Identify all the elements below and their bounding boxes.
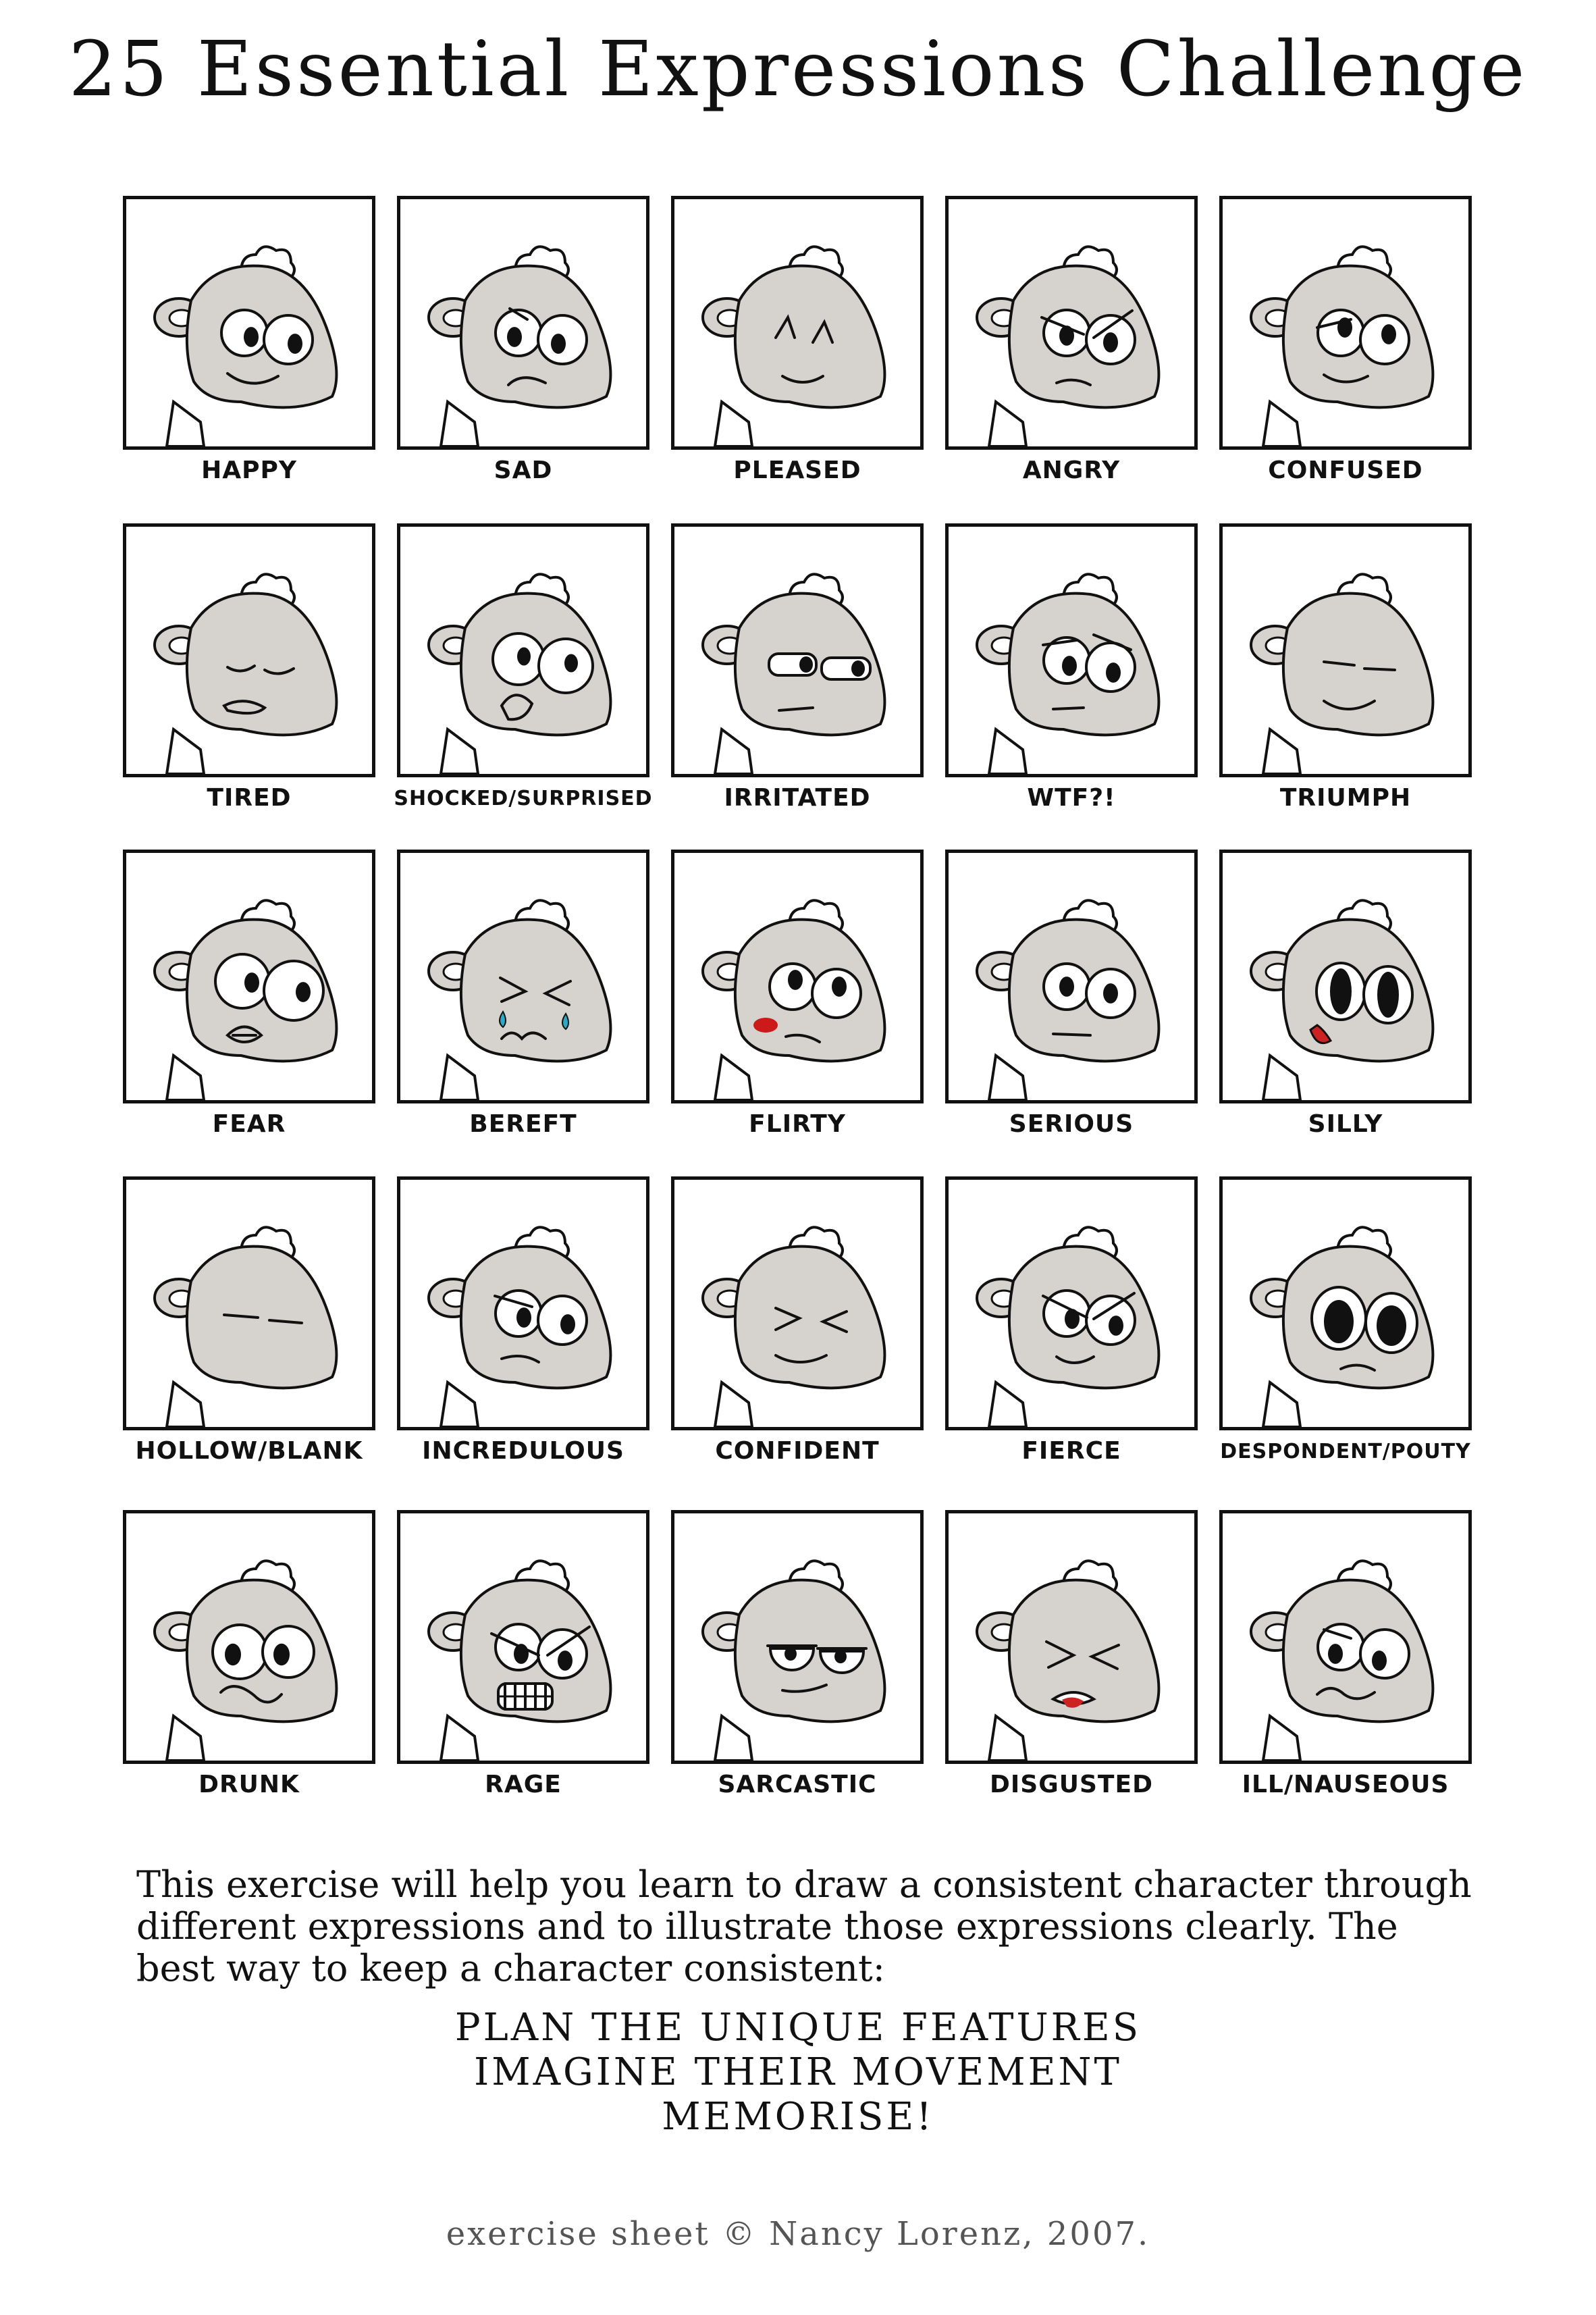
sheep-irritated-face-illustration: [674, 527, 920, 774]
sheep-fierce-face-illustration: [949, 1180, 1194, 1427]
page-title: 25 Essential Expressions Challenge: [68, 26, 1528, 113]
expression-label: FEAR: [212, 1110, 286, 1138]
sheep-ill-face-illustration: [1223, 1513, 1468, 1761]
expression-label: HAPPY: [201, 457, 297, 484]
copyright-notice: exercise sheet © Nancy Lorenz, 2007.: [446, 2215, 1150, 2253]
motto-line: PLAN THE UNIQUE FEATURES: [454, 2006, 1142, 2050]
expression-label: FLIRTY: [749, 1110, 846, 1138]
expression-label: DRUNK: [198, 1771, 300, 1798]
intro-paragraph: [136, 1864, 1500, 1989]
motto-line: MEMORISE!: [662, 2095, 934, 2139]
sheep-blank-face-illustration: [126, 1180, 372, 1427]
intro-line: This exercise will help you learn to draw a consistent character through: [136, 1863, 1472, 1906]
pleased-face-panel: [671, 196, 924, 450]
expression-label: IRRITATED: [724, 784, 871, 812]
sheep-serious-face-illustration: [949, 853, 1194, 1100]
sheep-drunk-face-illustration: [126, 1513, 372, 1761]
happy-face-panel: [123, 196, 375, 450]
expression-label: SARCASTIC: [718, 1771, 877, 1798]
bereft-face-panel: [397, 850, 649, 1103]
confident-face-panel: [671, 1176, 924, 1430]
sheep-confused-face-illustration: [1223, 199, 1468, 446]
sheep-angry-face-illustration: [949, 199, 1194, 446]
expression-label: TRIUMPH: [1279, 784, 1412, 812]
sheep-wtf-face-illustration: [949, 527, 1194, 774]
sheep-happy-face-illustration: [126, 199, 372, 446]
flirty-face-panel: [671, 850, 924, 1103]
sheep-pouty-face-illustration: [1223, 1180, 1468, 1427]
fear-face-panel: [123, 850, 375, 1103]
triumph-face-panel: [1219, 523, 1472, 777]
sheep-rage-face-illustration: [400, 1513, 646, 1761]
motto-line: IMAGINE THEIR MOVEMENT: [474, 2050, 1122, 2094]
expression-label: SAD: [494, 457, 553, 484]
sheep-flirty-face-illustration: [674, 853, 920, 1100]
expression-label: INCREDULOUS: [422, 1437, 624, 1465]
expression-label: SILLY: [1308, 1110, 1383, 1138]
expression-label: ANGRY: [1022, 457, 1121, 484]
expression-label: TIRED: [207, 784, 292, 812]
expression-label: WTF?!: [1027, 784, 1116, 812]
sheep-fear-face-illustration: [126, 853, 372, 1100]
expression-label: HOLLOW/BLANK: [135, 1437, 363, 1465]
sheep-confident-face-illustration: [674, 1180, 920, 1427]
ill-face-panel: [1219, 1510, 1472, 1764]
tired-face-panel: [123, 523, 375, 777]
disgusted-face-panel: [945, 1510, 1198, 1764]
expression-label: RAGE: [485, 1771, 562, 1798]
rage-face-panel: [397, 1510, 649, 1764]
fierce-face-panel: [945, 1176, 1198, 1430]
sheep-incredulous-face-illustration: [400, 1180, 646, 1427]
intro-line: different expressions and to illustrate those expressions clearly. The: [136, 1905, 1398, 1948]
blank-face-panel: [123, 1176, 375, 1430]
angry-face-panel: [945, 196, 1198, 450]
expression-label: DISGUSTED: [990, 1771, 1153, 1798]
sheep-sarcastic-face-illustration: [674, 1513, 920, 1761]
incredulous-face-panel: [397, 1176, 649, 1430]
expression-label: PLEASED: [733, 457, 861, 484]
sheep-pleased-face-illustration: [674, 199, 920, 446]
expression-grid: [123, 196, 1473, 1830]
sheep-shocked-face-illustration: [400, 527, 646, 774]
wtf-face-panel: [945, 523, 1198, 777]
sheep-disgusted-face-illustration: [949, 1513, 1194, 1761]
pouty-face-panel: [1219, 1176, 1472, 1430]
expression-label: FIERCE: [1021, 1437, 1121, 1465]
expression-label: BEREFT: [469, 1110, 577, 1138]
expression-label: CONFUSED: [1268, 457, 1423, 484]
sheep-triumph-face-illustration: [1223, 527, 1468, 774]
irritated-face-panel: [671, 523, 924, 777]
sad-face-panel: [397, 196, 649, 450]
sheep-silly-face-illustration: [1223, 853, 1468, 1100]
serious-face-panel: [945, 850, 1198, 1103]
sheep-tired-face-illustration: [126, 527, 372, 774]
expression-label: SHOCKED/SURPRISED: [394, 787, 653, 810]
confused-face-panel: [1219, 196, 1472, 450]
intro-line: best way to keep a character consistent:: [136, 1947, 885, 1989]
shocked-face-panel: [397, 523, 649, 777]
motto-block: [0, 2006, 1596, 2139]
expression-label: DESPONDENT/POUTY: [1220, 1440, 1471, 1463]
sarcastic-face-panel: [671, 1510, 924, 1764]
drunk-face-panel: [123, 1510, 375, 1764]
silly-face-panel: [1219, 850, 1472, 1103]
expression-label: ILL/NAUSEOUS: [1242, 1771, 1449, 1798]
expression-label: SERIOUS: [1009, 1110, 1134, 1138]
sheep-bereft-face-illustration: [400, 853, 646, 1100]
expression-label: CONFIDENT: [715, 1437, 880, 1465]
sheep-sad-face-illustration: [400, 199, 646, 446]
